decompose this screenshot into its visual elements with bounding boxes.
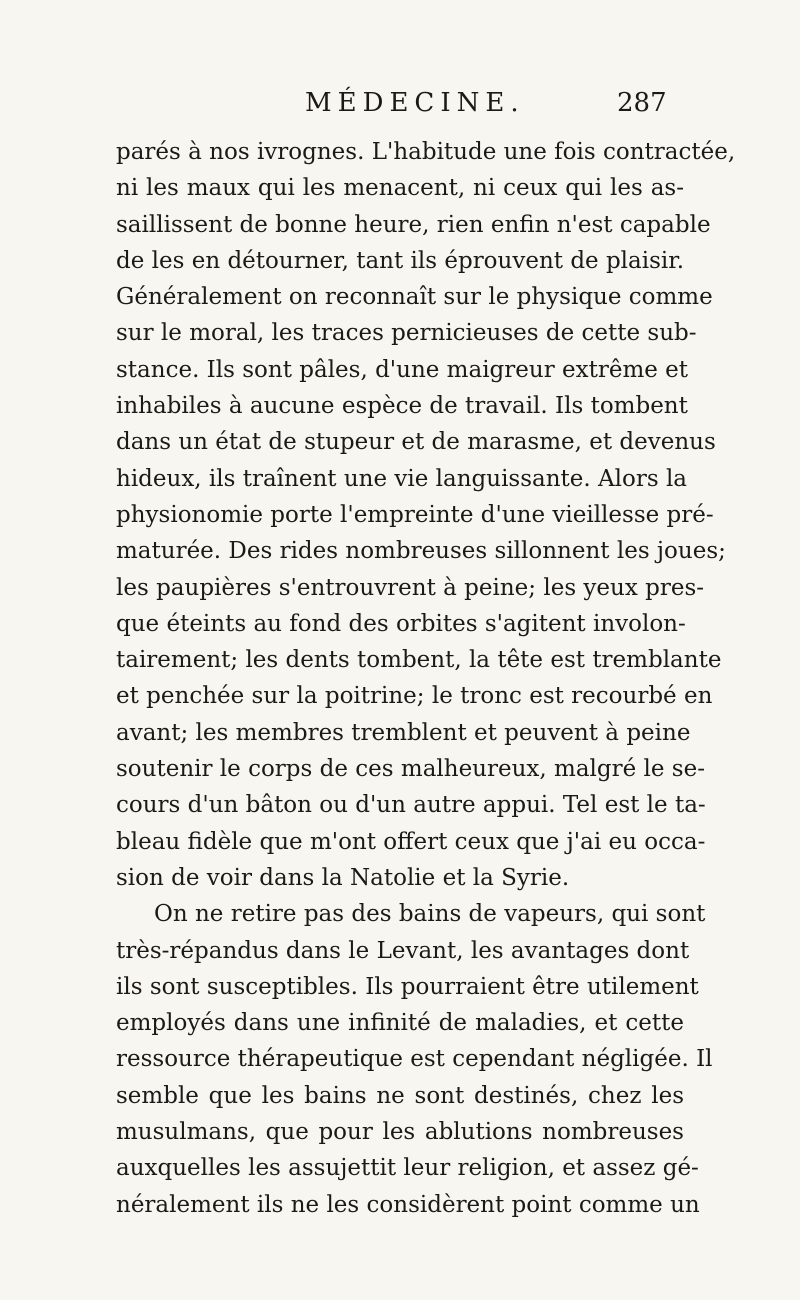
running-title: MÉDECINE. [305,88,525,118]
text-line: que éteints au fond des orbites s'agitent involon- [116,610,686,637]
text-line: cours d'un bâton ou d'un autre appui. Tel est le ta- [116,792,706,819]
text-line: soutenir le corps de ces malheureux, malgré le se- [116,756,705,783]
text-line: hideux, ils traînent une vie languissante. Alors la [116,465,688,492]
text-line: avant; les membres tremblent et peuvent à peine [116,719,691,746]
running-head [0,88,800,128]
text-line: très-répandus dans le Levant, les avantages dont [116,937,690,964]
text-line: stance. Ils sont pâles, d'une maigreur extrême et [116,356,689,383]
text-line: et penchée sur la poitrine; le tronc est recourbé en [116,683,713,710]
paragraph-2 [116,896,713,1223]
text-line: parés à nos ivrognes. L'habitude une fois contractée, [116,139,736,165]
text-line: physionomie porte l'empreinte d'une vieillesse pré- [116,501,714,528]
text-line: saillissent de bonne heure, rien enfin n'est capable [116,211,711,238]
text-line: auxquelles les assujettit leur religion, et assez gé- [116,1155,699,1182]
page-number: 287 [617,88,667,118]
text-line: maturée. Des rides nombreuses sillonnent les joues; [116,538,726,565]
text-line: ressource thérapeutique est cependant négligée. Il [116,1046,713,1073]
text-line: sur le moral, les traces pernicieuses de cette sub- [116,320,697,347]
paragraph-1 [116,134,736,896]
text-line: tairement; les dents tombent, la tête est tremblante [116,647,722,674]
text-line: musulmans, que pour les ablutions nombreuses [116,1119,684,1146]
text-line: On ne retire pas des bains de vapeurs, qui sont [154,901,706,928]
text-line: bleau fidèle que m'ont offert ceux que j'ai eu occa- [116,828,706,855]
text-line: les paupières s'entrouvrent à peine; les yeux pres- [116,574,705,601]
text-line: inhabiles à aucune espèce de travail. Ils tombent [116,393,688,420]
text-line: sion de voir dans la Natolie et la Syrie. [116,864,570,891]
text-line: ni les maux qui les menacent, ni ceux qui les as- [116,175,684,202]
text-line: de les en détourner, tant ils éprouvent de plaisir. [116,247,685,274]
text-line: employés dans une infinité de maladies, et cette [116,1010,684,1037]
text-line: Généralement on reconnaît sur le physique comme [116,284,713,311]
text-line: ils sont susceptibles. Ils pourraient être utilement [116,973,699,1000]
body-text [116,134,736,1223]
text-line: néralement ils ne les considèrent point comme un [116,1191,700,1218]
text-line: semble que les bains ne sont destinés, chez les [116,1082,684,1109]
text-line: dans un état de stupeur et de marasme, et devenus [116,429,716,456]
